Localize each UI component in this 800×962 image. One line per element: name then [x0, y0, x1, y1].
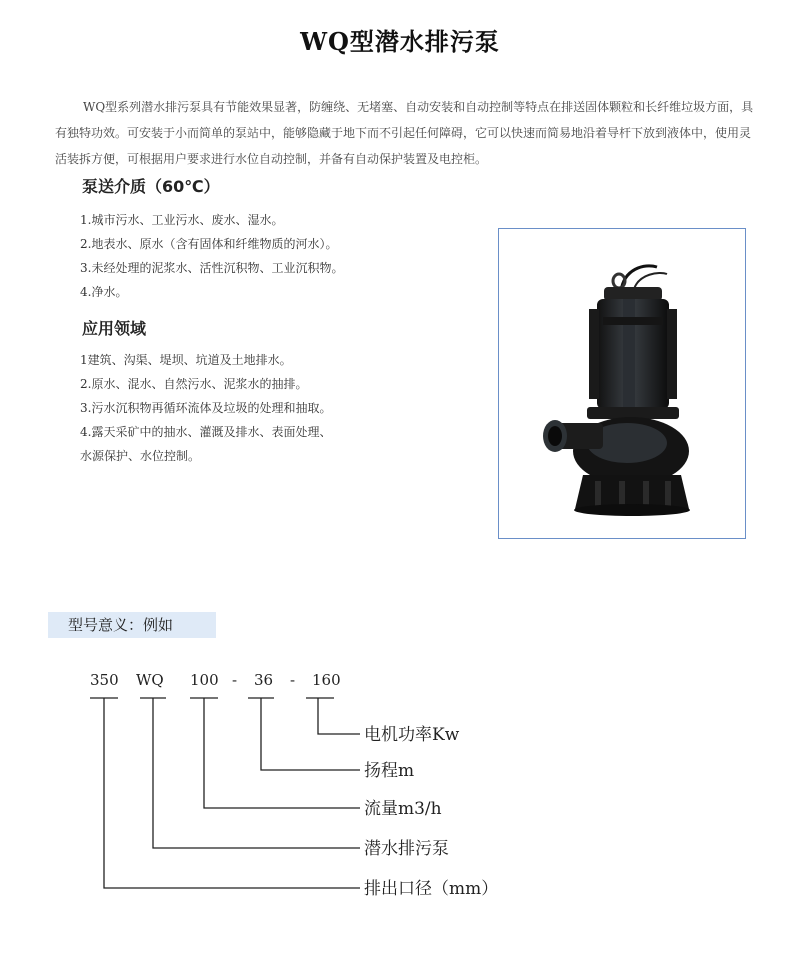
media-heading: 泵送介质（60℃） [82, 177, 220, 196]
list-item: 2.原水、混水、自然污水、泥浆水的抽排。 [80, 377, 308, 391]
list-item: 4.净水。 [80, 285, 128, 299]
code-separator: - [290, 671, 296, 689]
pump-photo-frame [498, 228, 746, 539]
model-code-diagram [0, 660, 800, 910]
intro-paragraph: WQ型系列潜水排污泵具有节能效果显著，防缠绕、无堵塞、自动安装和自动控制等特点在排送固体颗粒和长纤维垃圾方面，具有独特功效。可安装于小而简单的泵站中，能够隐藏于地下而不引起任何障碍，它可以快速而简易地沿着导杆下放到液体中，使用灵活装拆方便，可根据用户要求进行水位自动控制，并备有自动保护装置及电控柜。 [55, 100, 754, 166]
list-item: 1.城市污水、工业污水、废水、湿水。 [80, 213, 284, 227]
list-item: 4.露天采矿中的抽水、灌溉及排水、表面处理、 [80, 425, 332, 439]
list-item: 3.污水沉积物再循环流体及垃圾的处理和抽取。 [80, 401, 332, 415]
code-part-power: 160 [312, 671, 341, 689]
meaning-outlet-caliber: 排出口径（mm） [364, 879, 499, 899]
meaning-head: 扬程m [364, 761, 415, 781]
application-heading: 应用领域 [82, 319, 147, 338]
code-part-type: WQ [136, 671, 164, 689]
list-item: 2.地表水、原水（含有固体和纤维物质的河水）。 [80, 237, 338, 251]
meaning-pump-type: 潜水排污泵 [364, 839, 449, 859]
list-item: 3.未经处理的泥浆水、活性沉积物、工业沉积物。 [80, 261, 344, 275]
list-item: 水源保护、水位控制。 [80, 449, 201, 463]
meaning-power: 电机功率Kw [364, 725, 460, 745]
meaning-flow: 流量m3/h [364, 799, 442, 819]
model-meaning-label: 型号意义：例如 [48, 612, 216, 638]
list-item: 1建筑、沟渠、堤坝、坑道及土地排水。 [80, 353, 292, 367]
code-separator: - [232, 671, 238, 689]
page-title: WQ型潜水排污泵 [300, 27, 500, 56]
code-part-caliber: 350 [90, 671, 119, 689]
pump-illustration [499, 229, 744, 537]
code-part-head: 36 [254, 671, 274, 689]
application-list [80, 348, 331, 468]
media-list [80, 208, 343, 304]
code-part-flow: 100 [190, 671, 219, 689]
